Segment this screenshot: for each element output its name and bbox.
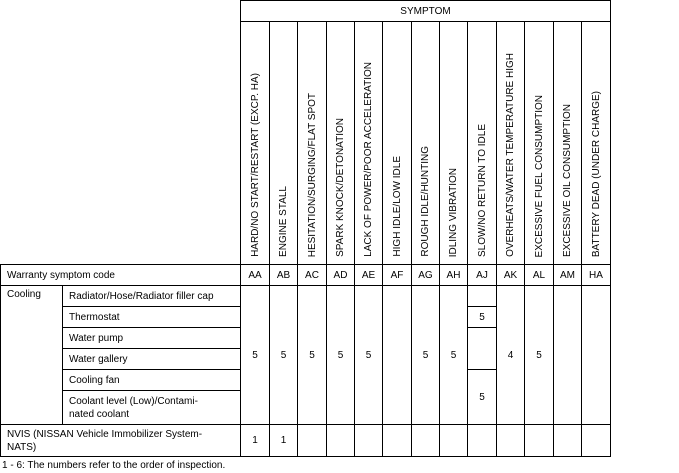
nvis-empty (468, 425, 497, 457)
value-ak: 4 (497, 286, 525, 425)
cooling-row-radiator (1, 286, 611, 307)
nvis-value-aa: 1 (241, 425, 270, 457)
symptom-al: EXCESSIVE FUEL CONSUMPTION (525, 22, 554, 265)
value-ag: 5 (412, 286, 440, 425)
value-ad: 5 (327, 286, 355, 425)
symptom-ah: IDLING VIBRATION (440, 22, 468, 265)
nvis-empty (497, 425, 525, 457)
symptom-ak: OVERHEATS/WATER TEMPERATURE HIGH (497, 22, 525, 265)
symptom-am: EXCESSIVE OIL CONSUMPTION (554, 22, 582, 265)
code-cell: AK (497, 265, 525, 286)
cooling-item-water-pump: Water pump (63, 328, 241, 349)
nvis-empty (582, 425, 611, 457)
code-cell: AF (383, 265, 412, 286)
warranty-code-row (1, 265, 611, 286)
nvis-empty (440, 425, 468, 457)
cooling-item-coolant-level: Coolant level (Low)/Contami- nated coolant (63, 391, 241, 425)
symptom-ae: LACK OF POWER/POOR ACCELERATION (355, 22, 383, 265)
code-cell: AH (440, 265, 468, 286)
symptom-ab: ENGINE STALL (270, 22, 298, 265)
symptom-ad: SPARK KNOCK/DETONATION (327, 22, 355, 265)
nvis-empty (383, 425, 412, 457)
value-al: 5 (525, 286, 554, 425)
code-cell: AM (554, 265, 582, 286)
value-ab: 5 (270, 286, 298, 425)
symptom-ag: ROUGH IDLE/HUNTING (412, 22, 440, 265)
code-cell: AE (355, 265, 383, 286)
nvis-empty (298, 425, 327, 457)
value-ah: 5 (440, 286, 468, 425)
cooling-section-label: Cooling (1, 286, 63, 425)
code-cell: AD (327, 265, 355, 286)
code-cell: AA (241, 265, 270, 286)
value-aj-coolant: 5 (468, 370, 497, 425)
nvis-value-ab: 1 (270, 425, 298, 457)
code-cell: AL (525, 265, 554, 286)
corner-blank (1, 1, 241, 265)
symptom-aj: SLOW/NO RETURN TO IDLE (468, 22, 497, 265)
value-aj-thermostat: 5 (468, 307, 497, 328)
footnote: 1 - 6: The numbers refer to the order of inspection. (2, 460, 226, 471)
code-cell: AC (298, 265, 327, 286)
code-cell: AB (270, 265, 298, 286)
value-aa: 5 (241, 286, 270, 425)
value-aj-radiator (468, 286, 497, 307)
nvis-row (1, 425, 611, 457)
symptom-header: SYMPTOM (241, 1, 611, 22)
symptom-ha: BATTERY DEAD (UNDER CHARGE) (582, 22, 611, 265)
code-cell: AJ (468, 265, 497, 286)
symptom-af: HIGH IDLE/LOW IDLE (383, 22, 412, 265)
nvis-empty (525, 425, 554, 457)
cooling-item-radiator: Radiator/Hose/Radiator filler cap (63, 286, 241, 307)
cooling-item-cooling-fan: Cooling fan (63, 370, 241, 391)
code-cell: HA (582, 265, 611, 286)
value-am (554, 286, 582, 425)
code-cell: AG (412, 265, 440, 286)
value-ha (582, 286, 611, 425)
value-af (383, 286, 412, 425)
value-ac: 5 (298, 286, 327, 425)
nvis-empty (327, 425, 355, 457)
symptom-aa: HARD/NO START/RESTART (EXCP. HA) (241, 22, 270, 265)
nvis-empty (554, 425, 582, 457)
value-ae: 5 (355, 286, 383, 425)
symptom-ac: HESITATION/SURGING/FLAT SPOT (298, 22, 327, 265)
cooling-item-thermostat: Thermostat (63, 307, 241, 328)
value-aj-pump-gallery (468, 328, 497, 370)
nvis-empty (355, 425, 383, 457)
nvis-empty (412, 425, 440, 457)
warranty-label: Warranty symptom code (1, 265, 241, 286)
nvis-label: NVIS (NISSAN Vehicle Immobilizer System- NATS) (1, 425, 241, 457)
cooling-item-water-gallery: Water gallery (63, 349, 241, 370)
